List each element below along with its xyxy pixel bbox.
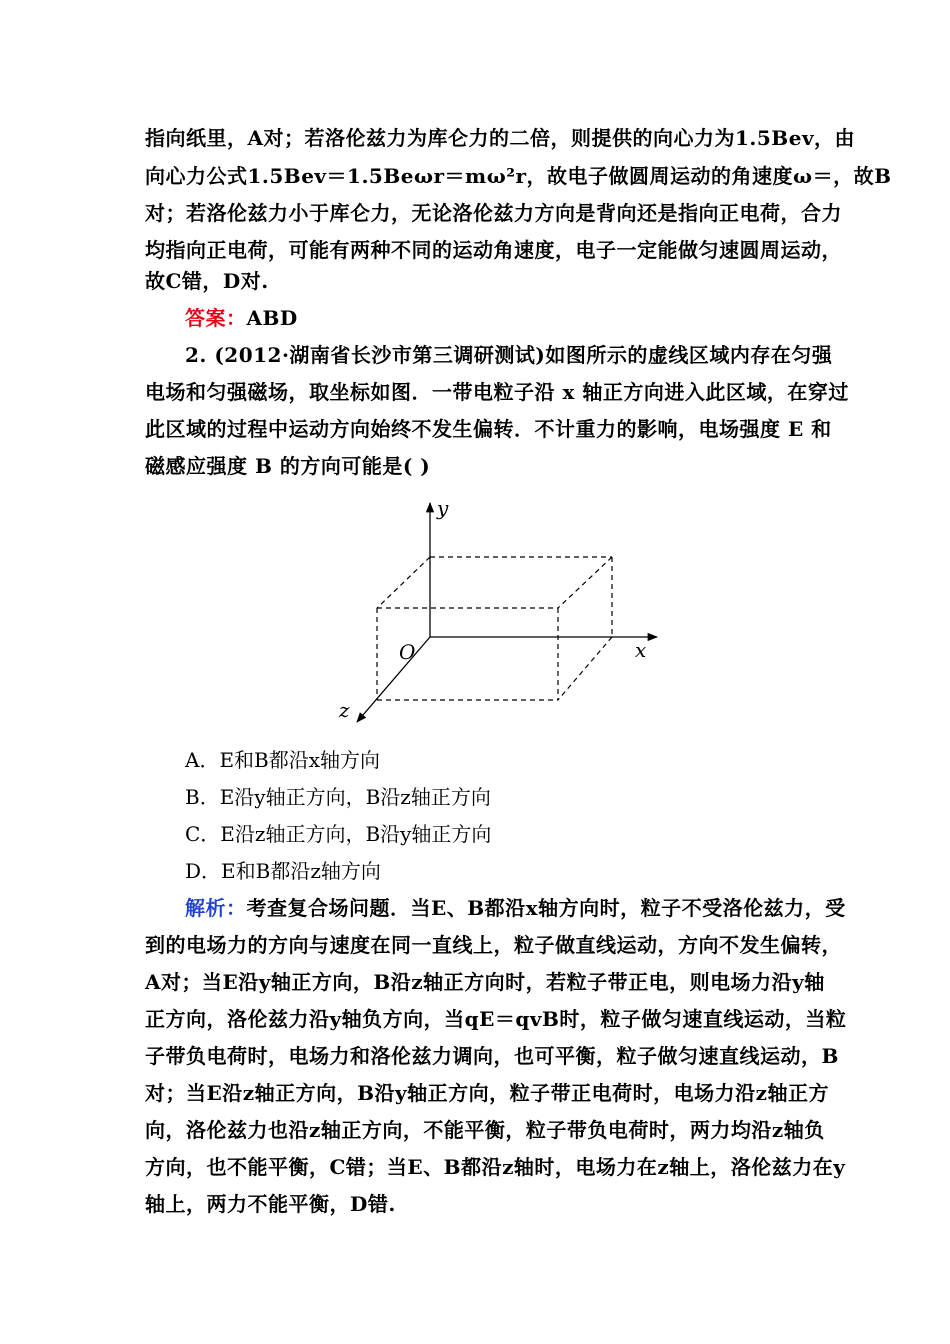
z-axis [357,637,430,722]
analysis-line: A对；当E沿y轴正方向，B沿z轴正方向时，若粒子带正电，则电场力沿y轴 [145,970,825,994]
option-d: D．E和B都沿z轴方向 [185,859,381,883]
option-b: B．E沿y轴正方向，B沿z轴正方向 [185,785,491,809]
coordinate-figure [335,495,665,730]
analysis-line [185,893,850,923]
analysis-line: 方向，也不能平衡，C错；当E、B都沿z轴时，电场力在z轴上，洛伦兹力在y [145,1155,846,1179]
dashed-region [377,557,612,700]
analysis-line: 对；当E沿z轴正方向，B沿y轴正方向，粒子带正电荷时，电场力沿z轴正方 [145,1081,829,1105]
answer-value: ABD [246,306,298,330]
answer-line [185,303,850,333]
text-line: 指向纸里，A对；若洛伦兹力为库仑力的二倍，则提供的向心力为1.5Bev，由 [145,126,856,150]
text-line: 均指向正电荷，可能有两种不同的运动角速度，电子一定能做匀速圆周运动， [145,238,842,262]
question-line: 2. (2012·湖南省长沙市第三调研测试)如图所示的虚线区域内存在匀强 [185,343,833,367]
text-line: 对；若洛伦兹力小于库仑力，无论洛伦兹力方向是背向还是指向正电荷，合力 [145,201,842,225]
answer-label: 答案： [185,306,247,330]
option-c: C．E沿z轴正方向，B沿y轴正方向 [185,822,492,846]
analysis-line: 子带负电荷时，电场力和洛伦兹力调向，也可平衡，粒子做匀速直线运动，B [145,1044,839,1068]
question-line: 电场和匀强磁场，取坐标如图．一带电粒子沿 x 轴正方向进入此区域，在穿过 [145,380,849,404]
analysis-line: 向，洛伦兹力也沿z轴正方向，不能平衡，粒子带负电荷时，两力均沿z轴负 [145,1118,825,1142]
x-axis-label: x [635,638,647,662]
question-line: 磁感应强度 B 的方向可能是( ) [145,454,431,478]
text-line: 向心力公式1.5Bev＝1.5Beωr＝mω²r，故电子做圆周运动的角速度ω＝，故B [145,164,892,188]
question-line: 此区域的过程中运动方向始终不发生偏转．不计重力的影响，电场强度 E 和 [145,417,832,441]
analysis-label: 解析： [185,896,247,920]
origin-label: O [399,640,416,664]
analysis-line: 正方向，洛伦兹力沿y轴负方向，当qE＝qvB时，粒子做匀速直线运动，当粒 [145,1007,847,1031]
analysis-line: 轴上，两力不能平衡，D错. [145,1192,396,1216]
option-a: A．E和B都沿x轴方向 [185,748,381,772]
analysis-line: 到的电场力的方向与速度在同一直线上，粒子做直线运动，方向不发生偏转， [145,933,842,957]
y-axis-label: y [437,496,449,520]
z-axis-label: z [339,698,350,722]
analysis-first: 考查复合场问题．当E、B都沿x轴方向时，粒子不受洛伦兹力，受 [246,896,846,920]
text-line: 故C错，D对. [145,269,269,293]
